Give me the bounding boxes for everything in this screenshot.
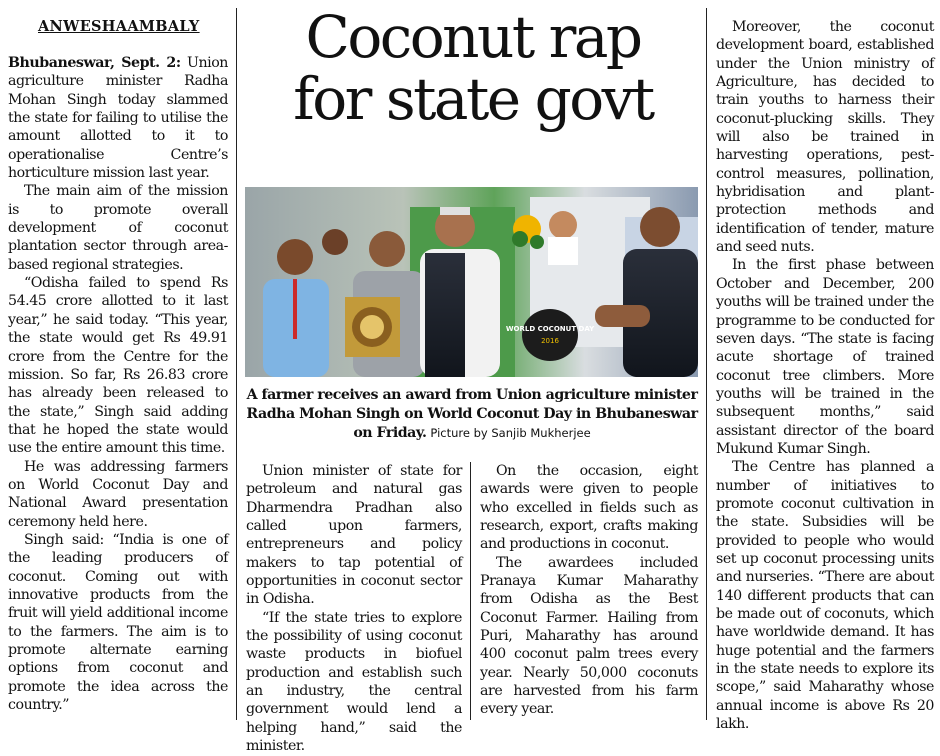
banner-text: WORLD COCONUT DAY	[505, 325, 595, 333]
paragraph	[8, 54, 228, 182]
paragraph: The main aim of the mission is to promote overall development of coconut plantation sector through area-based regional strategies.	[8, 183, 228, 273]
photo-caption	[246, 386, 698, 443]
column-3	[480, 462, 698, 719]
paragraph-text: Union agriculture minister Radha Mohan Singh today slammed the state for failing to utilise the amount allotted to it to operationalise Centre’s horticulture mission last year.	[8, 55, 228, 182]
paragraph: The awardees included Pranaya Kumar Maharathy from Odisha as the Best Coconut Farmer. Hailing from Puri, Maharathy has around 400 coconut palm trees every year. Nearly 50,000 coconuts are harvested from his farm every year.	[480, 554, 698, 718]
column-2	[246, 462, 462, 756]
column-rule	[470, 462, 471, 720]
paragraph: “Odisha failed to spend Rs 54.45 crore allotted to it last year,” he said today. “This year, the state would get Rs 49.91 crore from the Centre for the mission. So far, Rs 26.83 crore has already been released to the state,” Singh said adding that he hoped the state would use the entire amount this time.	[8, 275, 228, 457]
photo-credit: Picture by Sanjib Mukherjee	[430, 426, 591, 440]
paragraph: In the first phase between October and December, 200 youths will be trained under the programme to be conducted for seven days. “The state is facing acute shortage of trained coconut tree climbers. More youths will be trained in the subsequent months,” said assistant director of the board Mukund Kumar Singh.	[716, 257, 934, 457]
byline: ANWESHAAMBALY	[38, 18, 200, 35]
paragraph: On the occasion, eight awards were given to people who excelled in fields such as research, export, crafts making and productions in coconut.	[480, 463, 698, 553]
column-rule	[706, 8, 707, 720]
paragraph: Moreover, the coconut development board, established under the Union ministry of Agriculture, has decided to train youths to harness their coconut-plucking skills. They will also be trained in harvesting operations, pest-control measures, pollination, hybridisation and plant-protection methods and identification of tender, mature and seed nuts.	[716, 19, 934, 256]
column-rule	[236, 8, 237, 720]
headline-line-2: for state govt	[293, 65, 653, 133]
paragraph: Singh said: “India is one of the leading producers of coconut. Coming out with innovative products from the fruit will yield additional income to the farmers. The aim is to promote alternate earning options from coconut and promote the idea across the country.”	[8, 531, 228, 714]
news-photo	[245, 187, 698, 377]
banner-year: 2016	[541, 337, 559, 345]
paragraph: The Centre has planned a number of initiatives to promote coconut cultivation in the state. Subsidies will be provided to people who would set up coconut processing units and nurseries. “There are about 140 different products that can be made out of coconuts, which have worldwide demand. It has huge potential and the farmers in the state needs to explore its scope,” said Maharathy whose annual income is above Rs 20 lakh.	[716, 459, 934, 733]
photo-illustration	[245, 187, 698, 377]
column-1	[8, 54, 228, 714]
headline	[248, 3, 698, 133]
paragraph: He was addressing farmers on World Coconut Day and National Award presentation ceremony held here.	[8, 458, 228, 530]
paragraph: Union minister of state for petroleum and natural gas Dharmendra Pradhan also called upon farmers, entrepreneurs and policy makers to tap potential of opportunities in coconut sector in Odisha.	[246, 463, 462, 608]
paragraph: “If the state tries to explore the possibility of using coconut waste products in biofuel production and establish such an industry, the central government would lend a helping hand,” said the minister.	[246, 609, 462, 755]
dateline: Bhubaneswar, Sept. 2:	[8, 55, 181, 71]
column-4	[716, 18, 934, 733]
caption-text: A farmer receives an award from Union agriculture minister Radha Mohan Singh on World Coconut Day in Bhubaneswar on Friday.	[246, 387, 698, 441]
headline-line-1: Coconut rap	[305, 3, 641, 71]
